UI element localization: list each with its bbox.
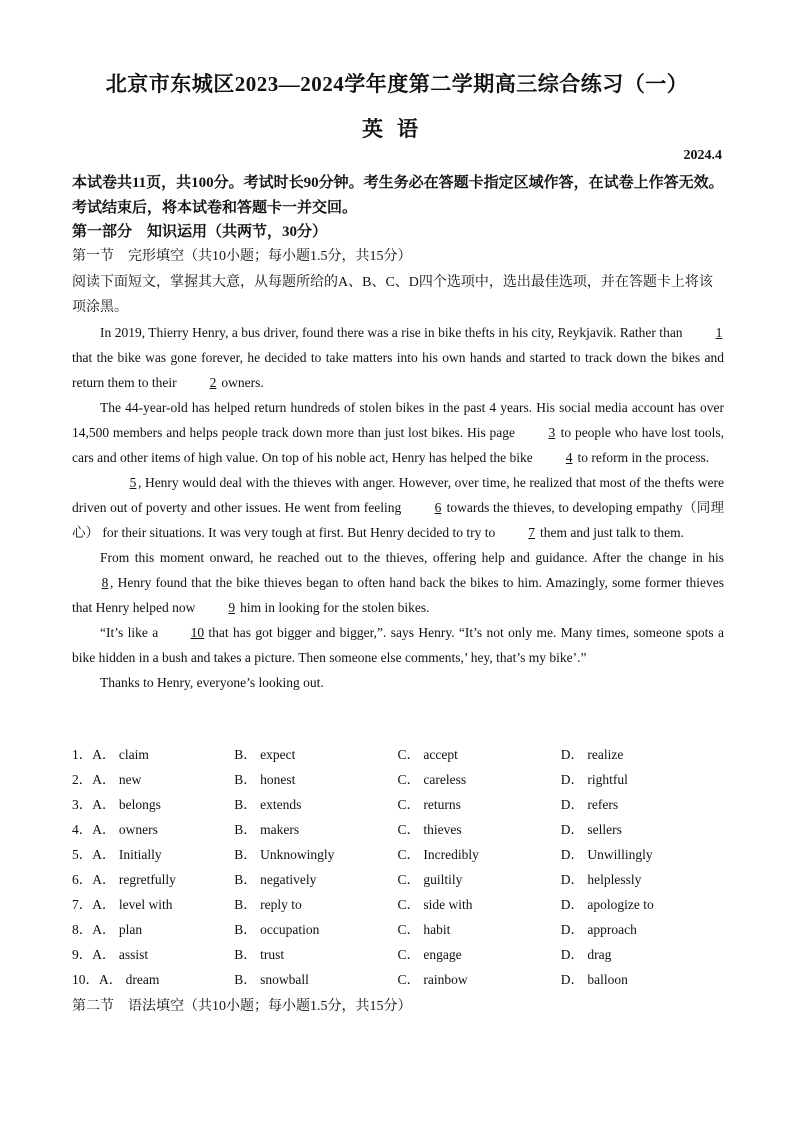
section2-heading: 第二节 语法填空（共10小题；每小题1.5分，共15分） [72, 999, 412, 1014]
blank-9: 9 [228, 600, 236, 615]
passage-paragraph: In 2019, Thierry Henry, a bus driver, found there was a rise in bike thefts in his city, Reykjavik. Rather than 1 that the bike was gone forever, he decided to take matters into his own hands and started to track down the bikes and return them to their 2 owners. [72, 320, 724, 395]
question-row: 10．A． dream B． snowball C． rainbow D． balloon [72, 972, 628, 987]
blank-3: 3 [548, 425, 556, 440]
question-row: 4．A． owners B． makers C． thieves D． sellers [72, 822, 622, 837]
cloze-passage [72, 320, 724, 695]
passage-paragraph: Thanks to Henry, everyone’s looking out. [100, 675, 324, 690]
passage-paragraph: From this moment onward, he reached out to the thieves, offering help and guidance. After the change in his 8 , Henry found that the bike thieves began to often hand back the bikes to him. Amazingly, some former thieves that Henry helped now 9 him in looking for the stolen bikes. [72, 545, 724, 620]
section1-heading: 第一节 完形填空（共10小题；每小题1.5分，共15分） [72, 249, 412, 264]
blank-2: 2 [209, 375, 217, 390]
part-heading: 第一部分 知识运用（共两节，30分） [72, 224, 328, 240]
question-row: 2．A． new B． honest C． careless D． rightful [72, 772, 628, 787]
section1-directions: 阅读下面短文，掌握其大意，从每题所给的A、B、C、D四个选项中，选出最佳选项，并在答题卡上将该项涂黑。 [72, 275, 713, 315]
question-row: 1．A． claim B． expect C． accept D． realize [72, 747, 624, 762]
subject-title: 英语 [362, 117, 432, 141]
blank-1: 1 [715, 325, 723, 340]
question-row: 6．A． regretfully B． negatively C． guiltily D． helplessly [72, 872, 642, 887]
exam-date: 2024.4 [683, 148, 722, 163]
blank-6: 6 [434, 500, 442, 515]
question-row: 8．A． plan B． occupation C． habit D． approach [72, 922, 637, 937]
question-row: 9．A． assist B． trust C． engage D． drag [72, 947, 612, 962]
question-row: 3．A． belongs B． extends C． returns D． refers [72, 797, 619, 812]
blank-7: 7 [528, 525, 536, 540]
answer-options [72, 742, 724, 992]
passage-paragraph: The 44-year-old has helped return hundreds of stolen bikes in the past 4 years. His social media account has over 14,500 members and helps people track down more than just lost bikes. His page 3 to people who have lost tools, cars and other items of high value. On top of his noble act, Henry has helped the bike 4 to reform in the process. [72, 395, 724, 470]
passage-paragraph: “It’s like a 10 that has got bigger and bigger,”. says Henry. “It’s not only me. Many times, someone spots a bike hidden in a bush and takes a picture. Then someone else comments,’ hey, that’s my bike’.” [72, 620, 724, 670]
blank-5: 5 [129, 475, 137, 490]
blank-4: 4 [565, 450, 573, 465]
question-row: 5．A． Initially B． Unknowingly C． Incredibly D． Unwillingly [72, 847, 653, 862]
blank-8: 8 [101, 575, 109, 590]
exam-instructions: 本试卷共11页，共100分。考试时长90分钟。考生务必在答题卡指定区域作答，在试卷上作答无效。考试结束后，将本试卷和答题卡一并交回。 [72, 175, 724, 216]
exam-title: 北京市东城区2023—2024学年度第二学期高三综合练习（一） [105, 72, 689, 96]
question-row: 7．A． level with B． reply to C． side with D． apologize to [72, 897, 654, 912]
passage-paragraph: 5 , Henry would deal with the thieves with anger. However, over time, he realized that most of the thefts were driven out of poverty and other issues. He went from feeling 6 towards the thieves, to developing empathy（同理心） for their situations. It was very tough at first. But Henry decided to try to 7 them and just talk to them. [72, 470, 724, 545]
blank-10: 10 [190, 625, 205, 640]
